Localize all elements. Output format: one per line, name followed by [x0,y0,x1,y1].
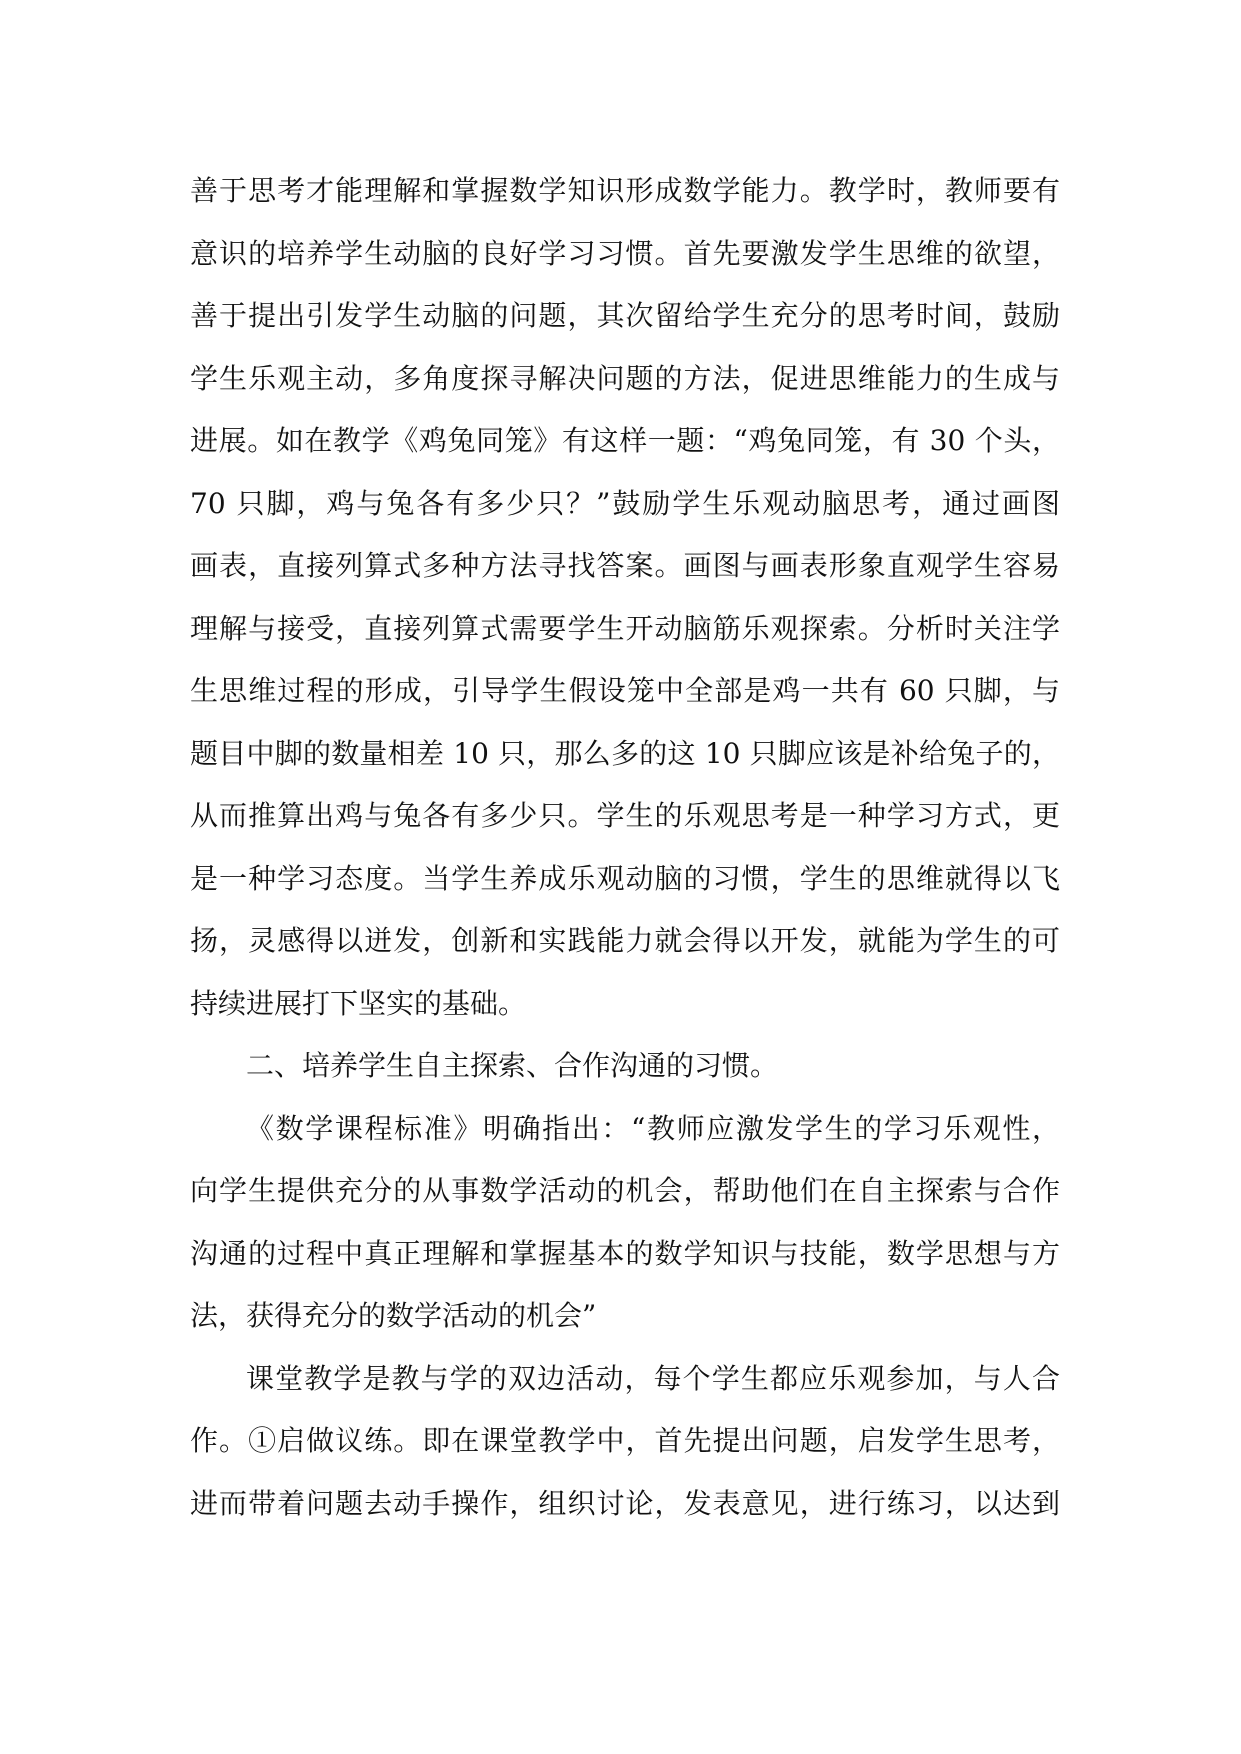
text-line: 70 只脚，鸡与兔各有多少只？”鼓励学生乐观动脑思考，通过画图 [190,486,1060,520]
text-line: 进展。如在教学《鸡兔同笼》有这样一题：“鸡兔同笼，有 30 个头， [190,424,1060,457]
text-line: 扬，灵感得以迸发，创新和实践能力就会得以开发，就能为学生的可 [190,924,1060,957]
text-line: 向学生提供充分的从事数学活动的机会，帮助他们在自主探索与合作 [190,1174,1060,1207]
text-line: 理解与接受，直接列算式需要学生开动脑筋乐观探索。分析时关注学 [190,611,1060,645]
text-line: 作。①启做议练。即在课堂教学中，首先提出问题，启发学生思考， [190,1424,1060,1457]
text-line: 《数学课程标准》明确指出：“教师应激发学生的学习乐观性， [246,1111,1060,1145]
text-line: 法，获得充分的数学活动的机会” [190,1299,597,1332]
text-line: 持续进展打下坚实的基础。 [190,986,527,1020]
text-line: 进而带着问题去动手操作，组织讨论，发表意见，进行练习，以达到 [190,1486,1060,1520]
text-line: 意识的培养学生动脑的良好学习习惯。首先要激发学生思维的欲望， [190,236,1060,270]
text-line: 沟通的过程中真正理解和掌握基本的数学知识与技能，数学思想与方 [190,1236,1060,1270]
text-line: 题目中脚的数量相差 10 只，那么多的这 10 只脚应该是补给兔子的， [190,736,1060,770]
text-line: 学生乐观主动，多角度探寻解决问题的方法，促进思维能力的生成与 [190,361,1060,395]
text-line: 课堂教学是教与学的双边活动，每个学生都应乐观参加，与人合 [246,1361,1060,1395]
text-line: 善于提出引发学生动脑的问题，其次留给学生充分的思考时间，鼓励 [190,299,1060,332]
text-line: 是一种学习态度。当学生养成乐观动脑的习惯，学生的思维就得以飞 [190,861,1060,895]
text-line: 画表，直接列算式多种方法寻找答案。画图与画表形象直观学生容易 [190,549,1060,582]
text-line: 从而推算出鸡与兔各有多少只。学生的乐观思考是一种学习方式，更 [190,799,1060,832]
text-line: 善于思考才能理解和掌握数学知识形成数学能力。教学时，教师要有 [190,174,1060,207]
text-line: 生思维过程的形成，引导学生假设笼中全部是鸡一共有 60 只脚，与 [190,674,1060,707]
document-body [190,160,1060,1535]
text-line: 二、培养学生自主探索、合作沟通的习惯。 [246,1049,779,1082]
